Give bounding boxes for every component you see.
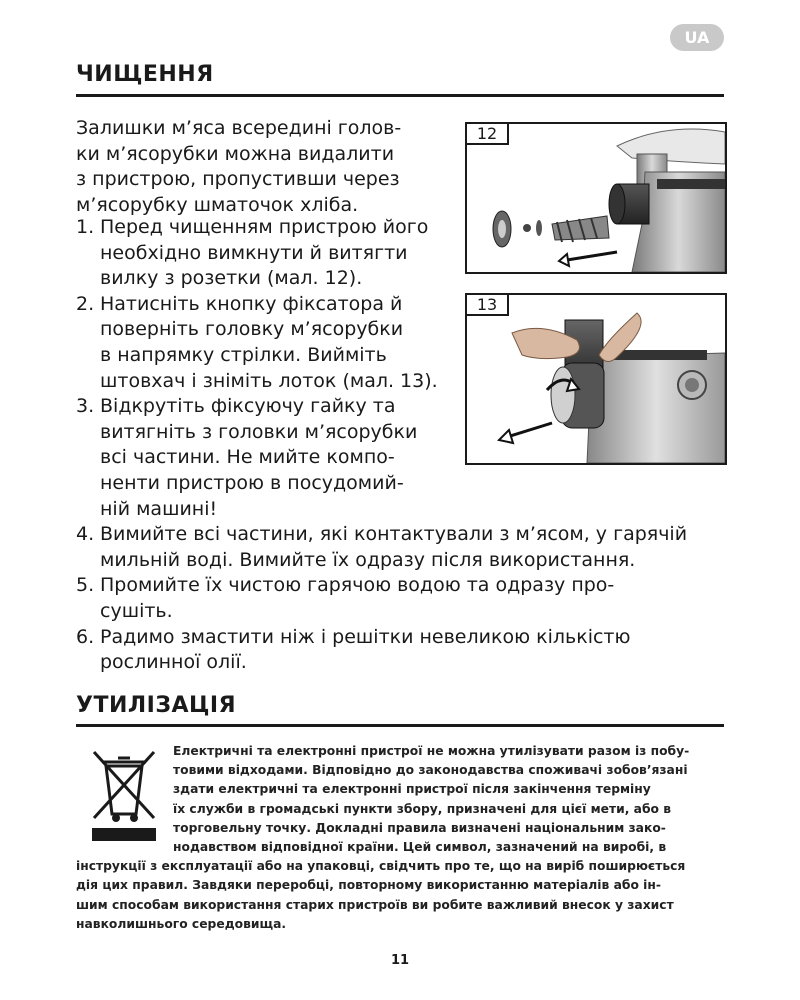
step-line: ненти пристрою в посудомий- (100, 471, 404, 494)
intro-line: Залишки м’яса всередині голов- (76, 117, 402, 139)
section-divider (76, 724, 724, 727)
disposal-line: шим способам використання старих пристроїв ви робите важливий внесок у захист (76, 897, 674, 912)
intro-line: з пристрою, пропустивши через (76, 168, 400, 191)
disposal-line: нодавством відповідної країни. Цей символ, зазначений на виробі, в (173, 840, 667, 855)
step-line: витягніть з головки м’ясорубки (100, 420, 418, 443)
disposal-line: торговельну точку. Докладні правила визначені національним зако- (173, 820, 666, 835)
step-text (100, 292, 452, 394)
step-line: рослинної олії. (100, 651, 247, 674)
section-title-cleaning: ЧИЩЕННЯ (76, 62, 214, 87)
language-badge: UA (670, 24, 724, 51)
figure-13 (465, 293, 727, 465)
step-line: мильній воді. Вимийте їх одразу після використання. (100, 548, 636, 571)
step-line: всі частини. Не мийте компо- (100, 446, 395, 469)
disposal-line: дія цих правил. Завдяки переробці, повторному використанню матеріалів або ін- (76, 878, 661, 893)
step-text (100, 522, 726, 573)
disposal-line: їх служби в громадські пункти збору, призначені для цієї мети, або в (173, 801, 672, 816)
cleaning-intro (76, 116, 456, 218)
step-line: штовхач і зніміть лоток (мал. 13). (100, 369, 438, 392)
section-divider (76, 94, 724, 97)
step-line: Промийте їх чистою гарячою водою та одразу про- (100, 574, 615, 597)
step-line: Вимийте всі частини, які контактували з м’ясом, у гарячій (100, 523, 688, 546)
step-line: Натисніть кнопку фіксатора й (100, 292, 403, 315)
step-text (100, 625, 726, 676)
step-number: 3. (76, 395, 95, 418)
disposal-line: здати електричні та електронні пристрої після закінчення терміну (173, 782, 651, 797)
meat-grinder-head-removal-illustration (467, 295, 725, 463)
step-number: 2. (76, 292, 95, 315)
step-number: 1. (76, 216, 95, 238)
disposal-line: товими відходами. Відповідно до законодавства споживачі зобов’язані (173, 763, 688, 778)
step-number: 6. (76, 625, 95, 648)
step-line: ній машині! (100, 497, 218, 520)
intro-line: м’ясорубку шматочок хліба. (76, 193, 359, 216)
step-number: 5. (76, 574, 95, 597)
step-line: Перед чищенням пристрою його (100, 216, 429, 238)
step-text (100, 573, 726, 624)
step-line: сушіть. (100, 599, 173, 622)
figure-label: 12 (467, 124, 509, 145)
meat-grinder-disassembly-illustration (467, 124, 725, 272)
step-number: 4. (76, 523, 95, 546)
step-item (76, 625, 766, 676)
step-line: в напрямку стрілки. Вийміть (100, 343, 387, 366)
step-item (76, 573, 766, 624)
page-number: 11 (390, 953, 410, 968)
step-line: вилку з розетки (мал. 12). (100, 267, 363, 290)
figure-label: 13 (467, 295, 509, 316)
step-item (76, 522, 766, 573)
figure-12 (465, 122, 727, 274)
step-line: Відкрутіть фіксуючу гайку та (100, 395, 396, 418)
intro-line: ки м’ясорубки можна видалити (76, 142, 395, 165)
step-text (100, 215, 452, 292)
step-line: поверніть головку м’ясорубки (100, 318, 404, 341)
disposal-line: Електричні та електронні пристрої не можна утилізувати разом із побу- (173, 744, 690, 758)
step-line: необхідно вимкнути й витягти (100, 241, 408, 264)
step-line: Радимо змастити ніж і решітки невеликою кількістю (100, 625, 631, 648)
step-text (100, 394, 452, 522)
section-title-disposal: УТИЛІЗАЦІЯ (76, 693, 237, 718)
disposal-paragraph (76, 742, 726, 934)
disposal-line: навколишнього середовища. (76, 916, 287, 931)
disposal-line: інструкції з експлуатації або на упаковці, свідчить про те, що на виріб поширюється (76, 859, 686, 874)
